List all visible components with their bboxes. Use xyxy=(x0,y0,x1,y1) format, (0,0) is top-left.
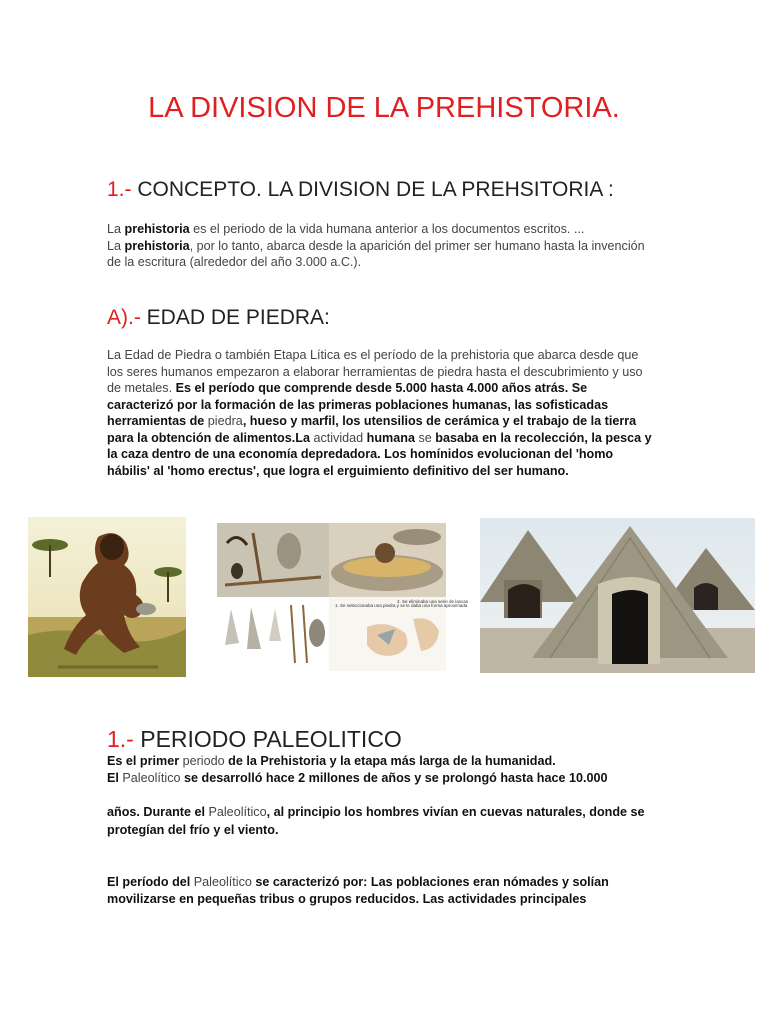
section-number: 1.- xyxy=(107,178,132,201)
edad-piedra-paragraph xyxy=(107,347,655,479)
text-run: Paleolítico xyxy=(193,875,252,889)
text-run: se desarrolló hace 2 millones de años y se prolongó hasta hace 10.000 xyxy=(180,770,608,785)
text-run: El xyxy=(107,770,123,785)
paleolitico-caves xyxy=(107,803,667,839)
section-heading-concepto xyxy=(107,178,614,202)
text-run: años. Durante el xyxy=(107,805,209,819)
hominid-illustration xyxy=(28,517,186,677)
text-run: basaba en la recolección, la pesca y la caza dentro de una economía depredadora. Los homínidos evolucionan del 'homo hábilis' al 'homo erectus', que logra el erguimiento definitivo del ser humano. xyxy=(107,430,652,478)
paleolitico-intro xyxy=(107,753,667,786)
text-run: La xyxy=(107,238,125,253)
text-run: Es el primer xyxy=(107,754,183,768)
text-run: de la Prehistoria y la etapa más larga de la humanidad. xyxy=(224,754,556,768)
text-run: piedra xyxy=(207,414,243,428)
text-run: humana xyxy=(363,430,419,445)
text-run: La Edad de Piedra o también Etapa Lítica es el período de la prehistoria que abarca desde que los seres humanos empezaron a elaborar herramientas de piedra hasta el descubrimiento y uso de metales. xyxy=(107,348,643,395)
concept-paragraph xyxy=(107,221,652,271)
prehistoric-huts-photo xyxy=(480,518,755,673)
text-run: se caracterizó por: Las poblaciones eran nómades y solían movilizarse en pequeñas tribus o grupos reducidos. Las actividades principales xyxy=(107,875,609,906)
text-run: La xyxy=(107,222,125,236)
stone-tools-collage xyxy=(217,523,469,671)
text-run: Paleolítico xyxy=(122,770,181,785)
text-run: actividad xyxy=(313,430,364,445)
text-run: , al principio los hombres vivían en cuevas naturales, donde se protegían del frío y el viento. xyxy=(107,805,645,837)
section-number: 1.- xyxy=(107,726,134,752)
text-run: se xyxy=(418,430,432,445)
text-run: , hueso y marfil, los utensilios de cerámica y el trabajo de la tierra para la obtención de alimentos. xyxy=(107,414,637,445)
tools-caption-1: 1. Se seleccionaba una piedra y se le daba una forma aproximada xyxy=(335,603,468,608)
section-number: A).- xyxy=(107,306,141,329)
keyword-prehistoria: prehistoria xyxy=(124,222,190,236)
tools-caption-2: 2. Se eliminaba una serie de lascas xyxy=(397,599,469,604)
section-heading-edad-piedra xyxy=(107,306,330,330)
section-title: PERIODO PALEOLITICO xyxy=(133,726,402,752)
page-title: LA DIVISION DE LA PREHISTORIA. xyxy=(148,92,620,124)
section-title: EDAD DE PIEDRA: xyxy=(140,306,330,329)
text-run: periodo xyxy=(182,754,225,768)
text-run: Es el período que comprende desde 5.000 hasta 4.000 años atrás. Se caracterizó por la formación de las primeras poblaciones humanas, las sofisticadas herramientas de xyxy=(107,381,609,428)
section-heading-paleolitico xyxy=(107,726,402,753)
paleolitico-characteristics xyxy=(107,874,667,907)
text-run: es el periodo de la vida humana anterior a los documentos escritos. ... xyxy=(189,222,585,236)
keyword-prehistoria: prehistoria xyxy=(124,238,190,253)
text-run: , por lo tanto, abarca desde la aparición del primer ser humano hasta la invención de la escritura (alrededor del año 3.000 a.C.). xyxy=(107,238,645,269)
text-run: El período del xyxy=(107,875,194,889)
section-title: CONCEPTO. LA DIVISION DE LA PREHSITORIA : xyxy=(131,178,614,201)
text-run: La xyxy=(295,430,314,445)
text-run: Paleolítico xyxy=(208,805,267,819)
